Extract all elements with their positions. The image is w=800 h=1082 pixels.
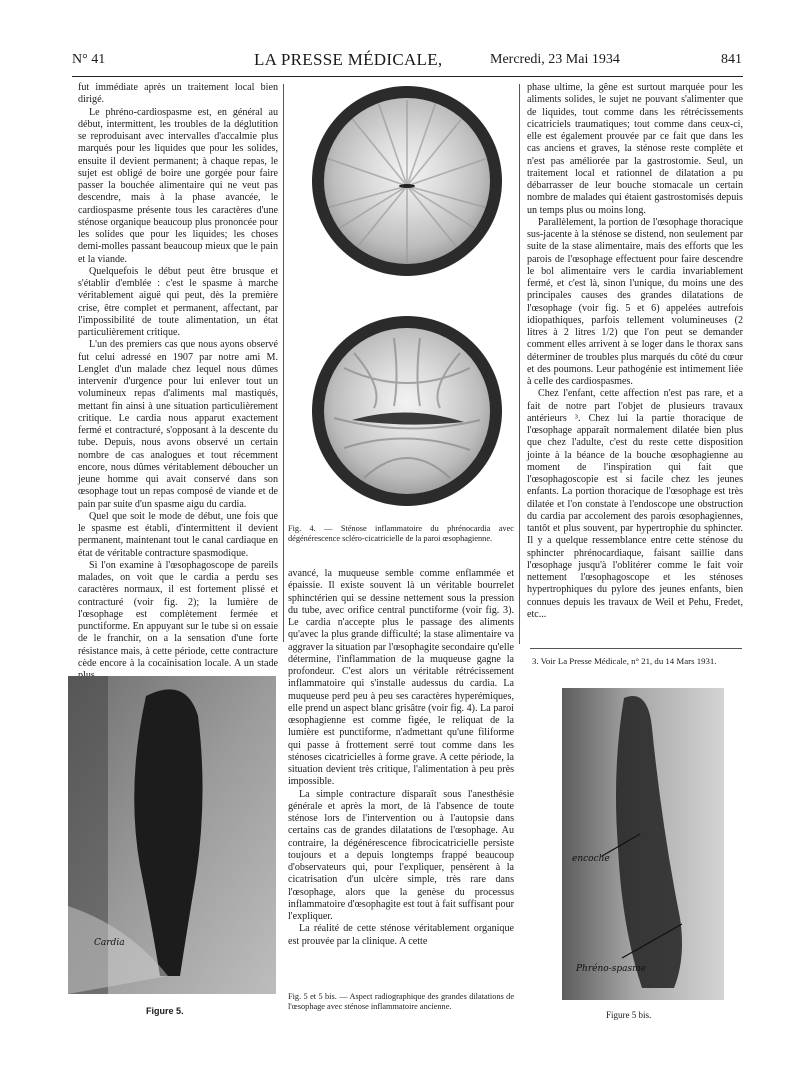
- phrenospasm-annotation: Phréno-spasme: [576, 964, 646, 974]
- header-rule: [72, 76, 743, 77]
- paragraph: L'un des premiers cas que nous ayons observé fut celui adressé en 1907 par notre ami M. Lenglet d'un malade chez lequel nous dûmes intervenir d'urgence pour lui enlever tout un volumineux repas d'aliments mal mastiqués, mettant fin ainsi à une situation particulièrement critique. Le cardia nous apparut exactement fermé et contracturé, s'opposant à la descente du tube. Depuis, nous avons observé un certain nombre de cas analogues et tout récemment encore, nous dûmes véritablement déboucher un jeune homme qui avait conservé dans son œsophage tout un repas composé de viande et de pain par suite d'un spasme aigu du cardia.: [78, 339, 278, 510]
- column-divider-right: [519, 84, 520, 644]
- journal-title: LA PRESSE MÉDICALE,: [254, 50, 443, 69]
- xray-figure-5-bis: [562, 688, 724, 1000]
- paragraph: Quelquefois le début peut être brusque et s'établir d'emblée : c'est le spasme à marche véritablement aiguë qui peut, dès la première crise, être complet et permanent, affectant, par l'impossibilité de toute alimentation, un état particulièrement critique.: [78, 265, 278, 338]
- page-number: 841: [721, 52, 742, 67]
- paragraph: Parallèlement, la portion de l'œsophage thoracique sus-jacente à la sténose se distend, non seulement par suite de la stase alimentaire, mais des efforts que les parois de l'œsophage effectuent pour faire descendre le bol alimentaire vers le cardia invariablement fermé, et c'est là, sinon l'unique, du moins une des principales causes des grandes dilatations de l'œsophage (voir fig. 5 et 6) appelées autrefois idiopathiques, parfois tellement volumineuses (2 litres à 2 litres 1/2) que l'on peut se demander comment elles arrivent à se loger dans le thorax sans déterminer de troubles plus marqués du côté du cœur et des poumons. Leur pathogénie est intimement liée à celle des cardiospasmes.: [527, 216, 743, 387]
- page-header: [72, 52, 742, 76]
- paragraph: phase ultime, la gêne est surtout marquée pour les aliments solides, le sujet ne pouvant s'alimenter que de liquides, tout comme dans les rétrécissements cicatriciels traumatiques; tout comme dans ceux-ci, elle est également prouvée par ce fait que dans les cas anciens et graves, la sténose reste complète et n'est pas améliorée par la gastrostomie. Seul, un traitement local et rationnel de dilatation a pu débarrasser de leur bouche stomacale un certain nombre de malades qui étaient gastrostomisés depuis un temps plus ou moins long.: [527, 82, 743, 216]
- endoscopic-image-bottom: [312, 316, 502, 506]
- column-divider-left: [283, 84, 284, 642]
- cardia-annotation: Cardia: [94, 938, 125, 948]
- column-3: [527, 82, 743, 621]
- figure-5-caption: Fig. 5 et 5 bis. — Aspect radiographique des grandes dilatations de l'œsophage avec sténose inflammatoire ancienne.: [288, 992, 514, 1011]
- mucosa-folds-horizontal: [324, 328, 490, 494]
- figure-5-bis-label: Figure 5 bis.: [606, 1010, 652, 1020]
- paragraph: Quel que soit le mode de début, une fois que le spasme est établi, d'intermittent il devient permanent, maintenant tout le canal cardiaque en état de véritable contracture spasmodique.: [78, 510, 278, 559]
- issue-date: Mercredi, 23 Mai 1934: [490, 52, 620, 67]
- paragraph: Si l'on examine à l'œsophagoscope de pareils malades, on voit que le cardia a perdu ses caractères normaux, il est fortement plissé et contracturé (voir fig. 2); la lumière de l'œsophage est complètement fermée et punctiforme. En appuyant sur le tube si on essaie de le franchir, on a la sensation d'une forte résistance mais, à cette période, cette contracture cède encore à la cocaïnisation locale. A un stade: [78, 559, 278, 669]
- notch-annotation: encoche: [572, 854, 610, 864]
- esophagus-radiograph-bis: [562, 688, 724, 1000]
- paragraph: La réalité de cette sténose véritablement organique est prouvée par la clinique. A cette: [288, 923, 514, 947]
- paragraph: La simple contracture disparaît sous l'anesthésie générale et après la mort, de là l'absence de toute sténose lors de l'intervention ou à l'autopsie dans certains cas de grandes dilatations de l'œsophage. Au contraire, la dégénérescence fibrocicatricielle persiste toujours et a depuis longtemps frappé beaucoup d'observateurs qui, pour l'expliquer, pensèrent à la cicatrisation d'un ulcère simple, très rare dans l'œsophage, alors que la genèse du processus inflammatoire d'œsophagite est tout à fait suffisant pour l'expliquer.: [288, 788, 514, 922]
- column-1: [78, 82, 278, 682]
- endoscopic-image-top: [312, 86, 502, 276]
- issue-number: N° 41: [72, 52, 106, 67]
- paragraph: fut immédiate après un traitement local bien dirigé.: [78, 82, 278, 106]
- mucosa-folds-radial: [324, 98, 490, 264]
- paragraph: Chez l'enfant, cette affection n'est pas rare, et a fait de notre part l'objet de plusieurs travaux antérieurs ³. Chez lui la partie thoracique de l'œsophage apparaît normalement dilatée bien plus que chez l'adulte, c'est du reste cette disposition jointe à la béance de la bouche œsophagienne au moment de l'inspiration qui fait que l'œsophagoscopie est si facile chez les jeunes enfants. La portion thoracique de l'œsophage est très dilatée et l'on constate à l'endoscope une obstruction du cardia par accolement des parois œsophagiennes, tantôt et plus souvent, par hypertrophie du sphincter. Il y a quelque ressemblance entre cette sténose du sphincter phrénocardiaque, faisant saillie dans l'œsophage jusqu'à l'oblitérer comme le fait voir nettement l'œsophagoscope et les sténoses hypertrophiques du pylore des jeunes enfants, bien connues depuis les travaux de Weil et Pehu, Fredet, etc...: [527, 388, 743, 620]
- footnote-rule: [530, 648, 742, 649]
- figure-4-caption: Fig. 4. — Sténose inflammatoire du phrénocardia avec dégénérescence scléro-cicatricielle de la paroi œsophagienne.: [288, 524, 514, 543]
- figure-5-label: Figure 5.: [146, 1006, 184, 1016]
- column-2: [288, 568, 514, 948]
- paragraph: avancé, la muqueuse semble comme enflammée et épaissie. Il existe souvent là un véritable bourrelet sphinctérien qui se dessine nettement sous la pression du tube, avec orifice central punctiforme (voir fig. 3). Le cardia n'accepte plus le passage des aliments qu'avec la plus grande difficulté; la stase alimentaire va aggraver la situation par l'œsophagite secondaire qu'elle détermine, l'inflammation de la muqueuse gagne la profondeur. C'est alors un véritable rétrécissement inflammatoire qui s'installe audessus du cardia. La muqueuse perd peu à peu ses caractères hyperémiques, elle prend un aspect blanc grisâtre (voir fig. 4). La paroi œsophagienne est comme figée, le reliquat de la lumière est punctiforme, n'admettant qu'une filiforme qui passe à frottement serré tout comme dans les sténoses cicatricielles à forme grave. A cette période, la situation devient très critique, l'alimentation à peu près impossible.: [288, 568, 514, 788]
- footnote: 3. Voir La Presse Médicale, n° 21, du 14 Mars 1931.: [532, 656, 717, 666]
- xray-figure-5: [68, 676, 276, 994]
- paragraph: Le phréno-cardiospasme est, en général au début, intermittent, les troubles de la déglutition se reproduisant avec intervalles d'accalmie plus marqués pour les liquides que pour les solides, ensuite il devient permanent; à chaque repas, le sujet est obligé de boire une gorgée pour faire passer la bouchée alimentaire qui ne veut pas descendre, mais à la phase avancée, le cardiospasme présente tous les caractères d'une sténose organique beaucoup plus prononcée pour les solides que pour les liquides; les choses demi-molles passant beaucoup mieux que le pain et la viande.: [78, 106, 278, 265]
